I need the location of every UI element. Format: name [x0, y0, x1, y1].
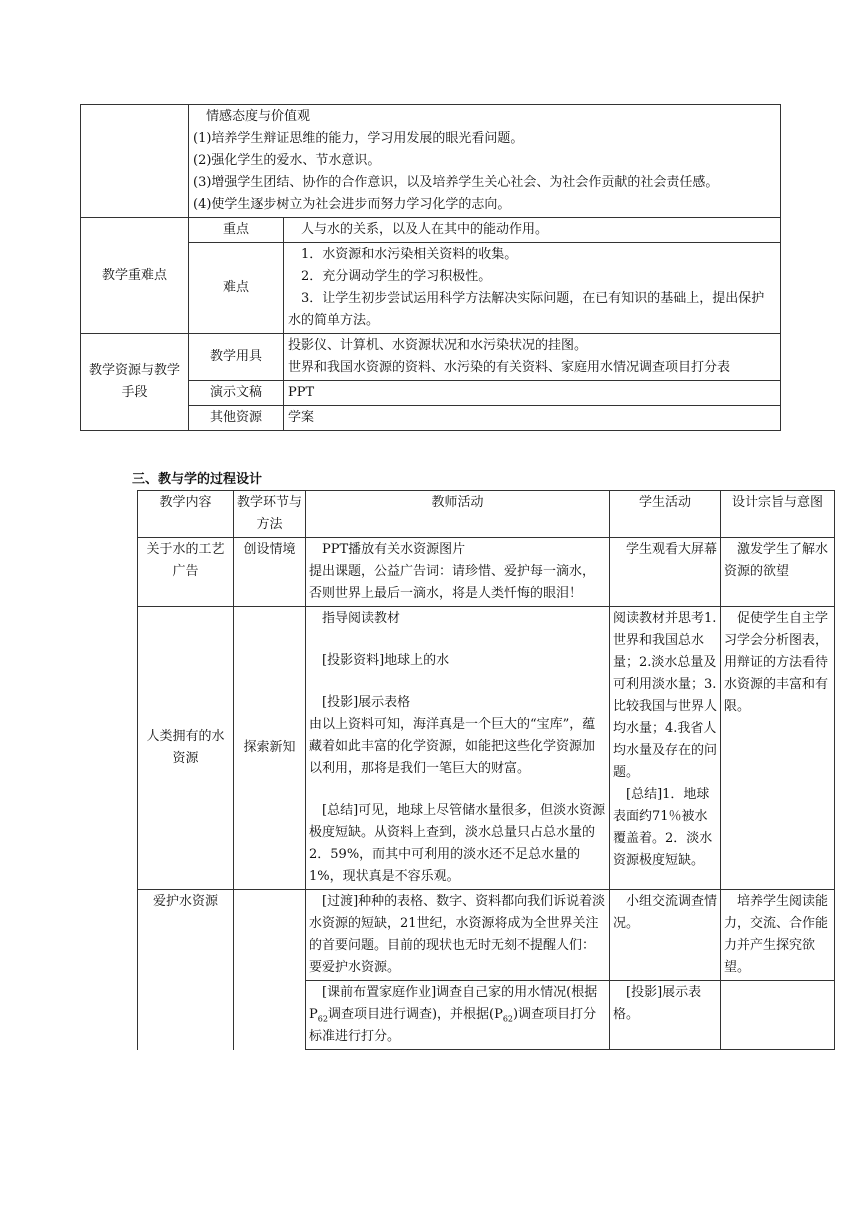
teacher-activity-line: [投影资料]地球上的水 — [322, 653, 450, 668]
row-teacher-cell — [306, 607, 610, 890]
section-title: 三、教与学的过程设计 — [132, 472, 263, 487]
teacher-activity-line: 指导阅读教材 — [322, 611, 401, 626]
teacher-activity-line: PPT播放有关水资源图片 — [322, 542, 466, 557]
slides-label: 演示文稿 — [189, 381, 284, 406]
difficult-point-label: 难点 — [189, 243, 284, 334]
row-content: 关于水的工艺广告 — [138, 538, 234, 607]
process-design-table — [137, 490, 835, 1050]
row-purpose: 激发学生了解水资源的欲望 — [721, 538, 835, 607]
key-point-label: 重点 — [189, 218, 284, 243]
other-resources-label: 其他资源 — [189, 406, 284, 431]
row-content: 人类拥有的水资源 — [138, 607, 234, 890]
teaching-tools-line: 投影仪、计算机、水资源状况和水污染状况的挂图。 — [288, 338, 588, 353]
row-teacher-homework — [306, 981, 610, 1050]
key-difficult-label: 教学重难点 — [81, 218, 189, 334]
affective-goals-cell — [189, 105, 781, 218]
row-content: 爱护水资源 — [138, 890, 234, 1050]
teaching-tools-label: 教学用具 — [189, 334, 284, 381]
row-student: 学生观看大屏幕 — [610, 538, 721, 607]
page-subscript: 62 — [502, 1014, 514, 1024]
row-student: [投影]展示表格。 — [610, 981, 721, 1050]
row-teacher: [过渡]种种的表格、数字、资料都向我们诉说着淡水资源的短缺，21世纪，水资源将成为全世界关注的首要问题。目前的现状也无时无刻不提醒人们：要爱护水资源。 — [306, 890, 610, 981]
key-point-text: 人与水的关系，以及人在其中的能动作用。 — [284, 218, 781, 243]
header-content: 教学内容 — [138, 491, 234, 538]
header-purpose: 设计宗旨与意图 — [721, 491, 835, 538]
header-stage: 教学环节与方法 — [234, 491, 306, 538]
student-activity-line: 阅读教材并思考1.世界和我国总水量；2.淡水总量及可利用淡水量；3.比较我国与世界人均水量；4.我省人均水量及存在的问题。 — [613, 611, 718, 780]
row-stage — [234, 890, 306, 1050]
teaching-tools-line: 世界和我国水资源的资料、水污染的有关资料、家庭用水情况调查项目打分表 — [288, 360, 731, 375]
difficult-point-item: 1．水资源和水污染相关资料的收集。 — [301, 247, 518, 262]
student-activity-line: [总结]1．地球表面约71％被水覆盖着。2．淡水资源极度短缺。 — [613, 787, 713, 868]
teaching-tools-cell — [284, 334, 781, 381]
process-row-ad — [138, 538, 835, 607]
affective-goal-item: (3)增强学生团结、协作的合作意识，以及培养学生关心社会、为社会作贡献的社会责任感。 — [193, 175, 719, 190]
homework-text-mid: 调查项目进行调查)，并根据(P — [327, 1007, 503, 1022]
slides-value: PPT — [284, 381, 781, 406]
row-stage: 创设情境 — [234, 538, 306, 607]
header-student: 学生活动 — [610, 491, 721, 538]
other-resources-value: 学案 — [284, 406, 781, 431]
affective-goal-item: (2)强化学生的爱水、节水意识。 — [193, 153, 381, 168]
row-purpose: 促使学生自主学习学会分析图表，用辩证的方法看待水资源的丰富和有限。 — [721, 607, 835, 890]
teacher-activity-line: [投影]展示表格 — [322, 695, 411, 710]
teacher-activity-line: [总结]可见，地球上尽管储水量很多，但淡水资源极度短缺。从资料上查到，淡水总量只占总水量的2．59%，而其中可利用的淡水还不足总水量的1%，现状真是不容乐观。 — [309, 803, 606, 884]
process-row-water-resources — [138, 607, 835, 890]
row-purpose-empty — [721, 981, 835, 1050]
teacher-activity-line: 提出课题，公益广告词：请珍惜、爱护每一滴水，否则世界上最后一滴水，将是人类忏悔的眼泪！ — [309, 564, 596, 601]
row-stage: 探索新知 — [234, 607, 306, 890]
resources-label: 教学资源与教学手段 — [81, 334, 189, 431]
top-info-table — [80, 104, 781, 431]
affective-goal-item: (1)培养学生辩证思维的能力，学习用发展的眼光看问题。 — [193, 131, 524, 146]
header-teacher: 教师活动 — [306, 491, 610, 538]
difficult-point-cell — [284, 243, 781, 334]
affective-goal-item: (4)使学生逐步树立为社会进步而努力学习化学的志向。 — [193, 197, 511, 212]
key-point-row — [81, 218, 781, 243]
teaching-tools-row — [81, 334, 781, 381]
affective-goals-label-cell — [81, 105, 189, 218]
homework-text-suffix: )调查项目打分标准进行打分。 — [309, 1007, 597, 1044]
row-student-cell — [610, 607, 721, 890]
process-header-row — [138, 491, 835, 538]
teacher-activity-line: 由以上资料可知，海洋真是一个巨大的“宝库”，蕴藏着如此丰富的化学资源，如能把这些化学资源加以利用，那将是我们一笔巨大的财富。 — [309, 717, 596, 776]
affective-goals-row — [81, 105, 781, 218]
page-subscript: 62 — [317, 1014, 328, 1024]
difficult-point-item: 2．充分调动学生的学习积极性。 — [301, 269, 492, 284]
difficult-point-item: 3．让学生初步尝试运用科学方法解决实际问题，在已有知识的基础上，提出保护水的简单方法。 — [288, 291, 765, 328]
affective-goals-heading: 情感态度与价值观 — [206, 109, 311, 124]
row-teacher-cell — [306, 538, 610, 607]
row-purpose: 培养学生阅读能力，交流、合作能力并产生探究欲望。 — [721, 890, 835, 981]
homework-text-prefix: [课前布置家庭作业]调查自己家的用水情况(根据P — [309, 985, 598, 1022]
process-row-protect-water — [138, 890, 835, 981]
row-student: 小组交流调查情况。 — [610, 890, 721, 981]
